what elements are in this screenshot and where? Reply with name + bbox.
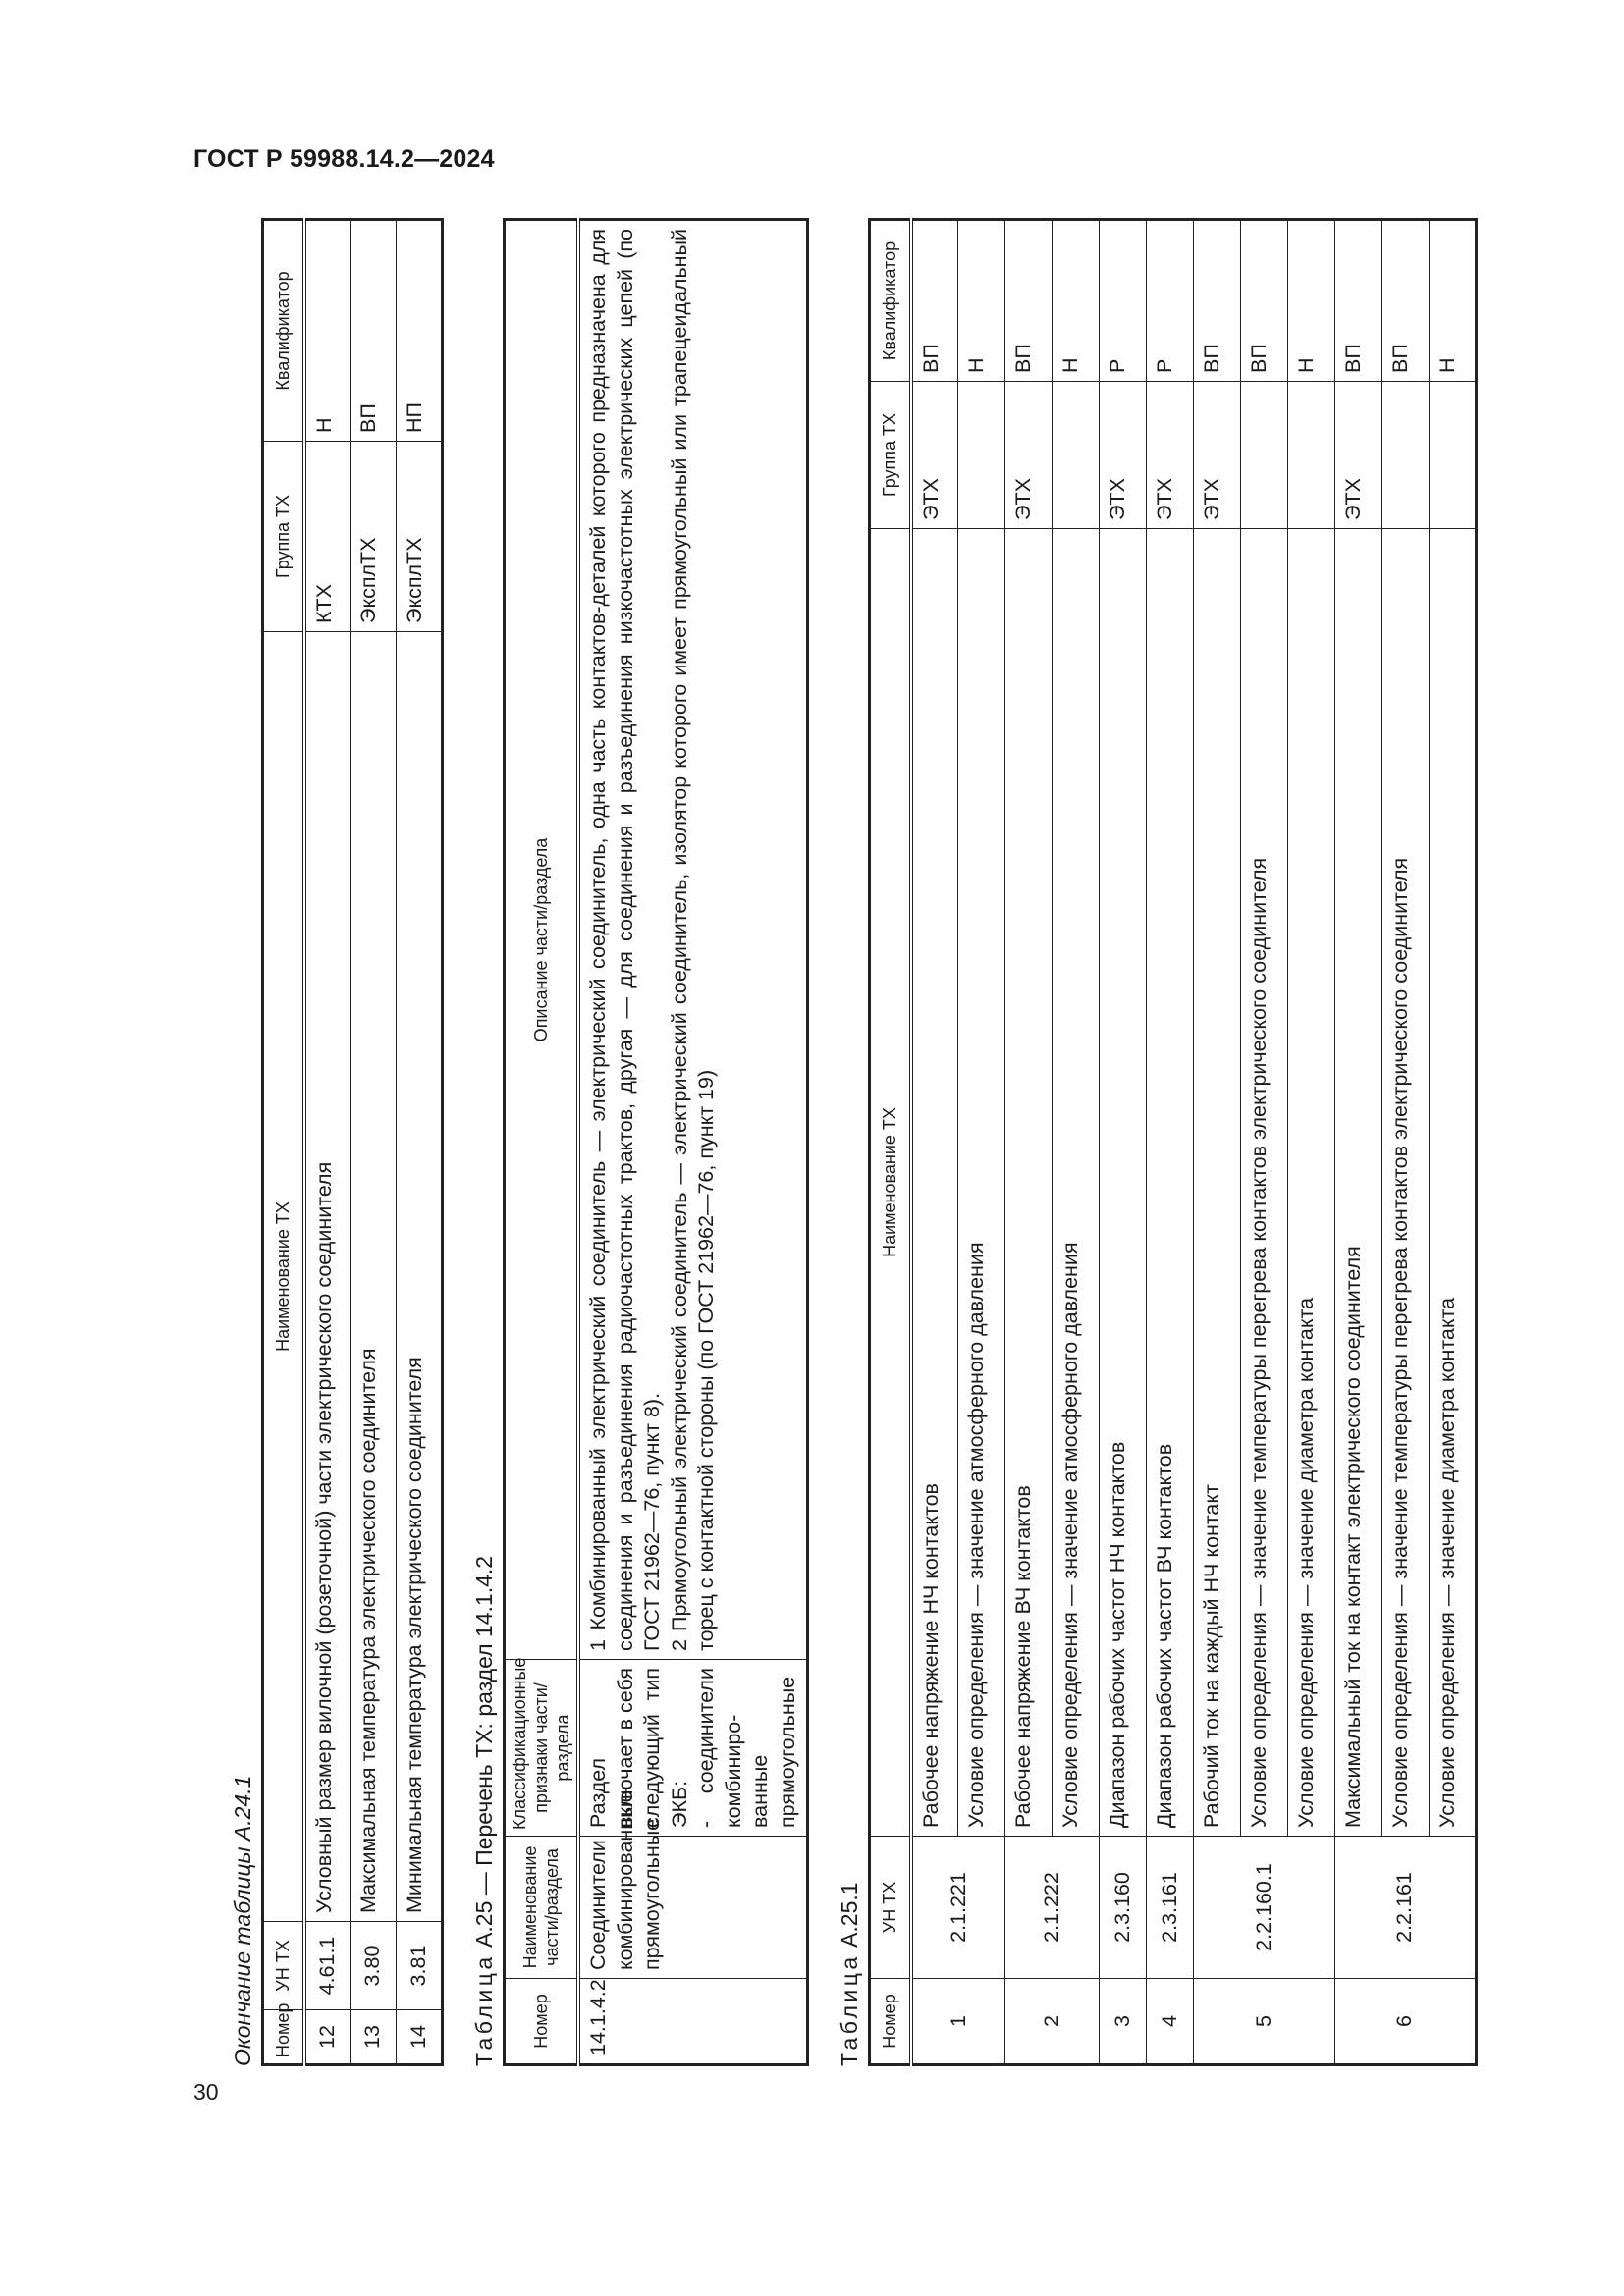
cell-group bbox=[1288, 382, 1335, 529]
table-row bbox=[1194, 220, 1241, 2065]
cell-part-name: Соединители комбинированные прямоугольные bbox=[578, 1837, 808, 1979]
cell-qualifier: ВП bbox=[1005, 220, 1053, 382]
classification-line-1: Раздел включает в себя следующий тип ЭКБ: bbox=[586, 1668, 691, 1828]
cell-un: 2.2.161 bbox=[1335, 1837, 1477, 1979]
cell-qualifier: Н bbox=[958, 220, 1005, 382]
col-group: Группа ТХ bbox=[870, 382, 911, 529]
table-row bbox=[1430, 220, 1477, 2065]
cell-qualifier: ВП bbox=[911, 220, 958, 382]
cell-classification bbox=[578, 1660, 808, 1837]
cell-group: ЭТХ bbox=[1005, 382, 1053, 529]
cell-un: 2.2.160.1 bbox=[1194, 1837, 1335, 1979]
col-un: УН ТХ bbox=[263, 1922, 304, 2010]
cell-qualifier: ВП bbox=[1241, 220, 1288, 382]
cell-name: Максимальный ток на контакт электрического соединителя bbox=[1335, 529, 1382, 1837]
description-item-1: 1 Комбинированный электрический соединитель — электрический соединитель, одна часть контактов-деталей которого предназначена для соединения и разъединения радиочастотных трактов, другая — для соединения и разъединения низкочастотных электрических цепей (по ГОСТ 21962—76, пункт 8). bbox=[586, 229, 664, 1651]
cell-group: ЭТХ bbox=[1335, 382, 1382, 529]
cell-name: Условный размер вилочной (розеточной) части электрического соединителя bbox=[304, 632, 351, 1922]
cell-group: КТХ bbox=[304, 442, 351, 632]
cell-group bbox=[1430, 382, 1477, 529]
table-row bbox=[578, 220, 808, 2065]
cell-qualifier: Р bbox=[1100, 220, 1147, 382]
cell-group: ЭксплТХ bbox=[397, 442, 443, 632]
cell-number: 3 bbox=[1100, 1979, 1147, 2065]
table-row bbox=[1288, 220, 1335, 2065]
table-a24 bbox=[261, 218, 444, 2066]
page-number: 30 bbox=[193, 2079, 219, 2105]
cell-group bbox=[1241, 382, 1288, 529]
cell-group: ЭксплТХ bbox=[351, 442, 397, 632]
cell-un: 2.3.160 bbox=[1100, 1837, 1147, 1979]
cell-name: Максимальная температура электрического соединителя bbox=[351, 632, 397, 1922]
cell-number: 14 bbox=[397, 2010, 443, 2065]
cell-number: 13 bbox=[351, 2010, 397, 2065]
table-row bbox=[304, 220, 351, 2065]
cell-un: 2.3.161 bbox=[1147, 1837, 1194, 1979]
cell-name: Условие определения — значение атмосферного давления bbox=[1053, 529, 1100, 1837]
table-a25-caption bbox=[469, 221, 503, 2066]
table-row bbox=[911, 220, 958, 2065]
cell-number: 5 bbox=[1194, 1979, 1335, 2065]
description-item-2: 2 Прямоугольный электрический соединитель — электрический соединитель, изолятор которого имеет прямоугольный или трапецеидальный торец с контактной стороны (по ГОСТ 21962—76, пункт 19) bbox=[667, 229, 718, 1651]
cell-name: Минимальная температура электрического соединителя bbox=[397, 632, 443, 1922]
cell-qualifier: Н bbox=[1053, 220, 1100, 382]
table-row bbox=[958, 220, 1005, 2065]
cell-un: 2.1.222 bbox=[1005, 1837, 1100, 1979]
col-un: УН ТХ bbox=[870, 1837, 911, 1979]
table-row bbox=[1382, 220, 1430, 2065]
col-qualifier: Квалификатор bbox=[263, 220, 304, 442]
cell-qualifier: ВП bbox=[1335, 220, 1382, 382]
table-a251-caption-title: А.25.1 bbox=[837, 1882, 862, 1948]
cell-name: Условие определения — значение температуры перегрева контактов электрического соединителя bbox=[1241, 529, 1288, 1837]
cell-group: ЭТХ bbox=[1194, 382, 1241, 529]
table-row bbox=[1053, 220, 1100, 2065]
cell-qualifier: Н bbox=[1430, 220, 1477, 382]
table-row bbox=[397, 220, 443, 2065]
table-a251 bbox=[868, 218, 1478, 2066]
col-part-name: Наименование части/раздела bbox=[505, 1837, 579, 1979]
cell-name: Условие определения — значение диаметра контакта bbox=[1430, 529, 1477, 1837]
table-a251-caption bbox=[835, 221, 868, 2066]
col-number: Номер bbox=[870, 1979, 911, 2065]
table-a24-caption: Окончание таблицы А.24.1 bbox=[230, 1775, 255, 2066]
cell-name: Диапазон рабочих частот ВЧ контактов bbox=[1147, 529, 1194, 1837]
table-row bbox=[1005, 220, 1053, 2065]
col-number: Номер bbox=[505, 1979, 579, 2065]
document-code: ГОСТ Р 59988.14.2—2024 bbox=[193, 145, 495, 173]
table-row bbox=[1147, 220, 1194, 2065]
table-row bbox=[1241, 220, 1288, 2065]
col-group: Группа ТХ bbox=[263, 442, 304, 632]
cell-name: Диапазон рабочих частот НЧ контактов bbox=[1100, 529, 1147, 1837]
cell-group bbox=[1382, 382, 1430, 529]
cell-qualifier: ВП bbox=[1382, 220, 1430, 382]
table-a25 bbox=[503, 218, 809, 2066]
rotated-page-content bbox=[228, 221, 1524, 2066]
cell-un: 2.1.221 bbox=[911, 1837, 1005, 1979]
cell-group: ЭТХ bbox=[1100, 382, 1147, 529]
cell-un: 4.61.1 bbox=[304, 1922, 351, 2010]
cell-name: Условие определения — значение диаметра контакта bbox=[1288, 529, 1335, 1837]
cell-qualifier: Р bbox=[1147, 220, 1194, 382]
cell-name: Условие определения — значение атмосферного давления bbox=[958, 529, 1005, 1837]
cell-number: 12 bbox=[304, 2010, 351, 2065]
table-a25-caption-title: А.25 — Перечень ТХ: раздел 14.1.4.2 bbox=[471, 1555, 497, 1948]
cell-description bbox=[578, 220, 808, 1660]
cell-un: 3.80 bbox=[351, 1922, 397, 2010]
cell-name: Рабочее напряжение ВЧ контактов bbox=[1005, 529, 1053, 1837]
col-name: Наименование ТХ bbox=[263, 632, 304, 1922]
cell-qualifier: ВП bbox=[351, 220, 397, 442]
col-name: Наименование ТХ bbox=[870, 529, 911, 1837]
cell-number: 1 bbox=[911, 1979, 1005, 2065]
cell-group: ЭТХ bbox=[911, 382, 958, 529]
cell-name: Рабочее напряжение НЧ контактов bbox=[911, 529, 958, 1837]
table-a25-caption-prefix: Таблица bbox=[471, 1953, 497, 2066]
table-row bbox=[1335, 220, 1382, 2065]
cell-qualifier: ВП bbox=[1194, 220, 1241, 382]
cell-un: 3.81 bbox=[397, 1922, 443, 2010]
col-number: Номер bbox=[263, 2010, 304, 2065]
table-a251-caption-prefix: Таблица bbox=[837, 1953, 862, 2066]
col-qualifier: Квалификатор bbox=[870, 220, 911, 382]
cell-name: Условие определения — значение температуры перегрева контактов электрического соединителя bbox=[1382, 529, 1430, 1837]
cell-group bbox=[958, 382, 1005, 529]
cell-qualifier: НП bbox=[397, 220, 443, 442]
cell-qualifier: Н bbox=[1288, 220, 1335, 382]
cell-qualifier: Н bbox=[304, 220, 351, 442]
cell-number: 6 bbox=[1335, 1979, 1477, 2065]
col-classification: Классификационные признаки части/раздела bbox=[505, 1660, 579, 1837]
table-row bbox=[351, 220, 397, 2065]
col-description: Описание части/раздела bbox=[505, 220, 579, 1660]
cell-number: 4 bbox=[1147, 1979, 1194, 2065]
cell-group bbox=[1053, 382, 1100, 529]
cell-number: 14.1.4.2 bbox=[578, 1979, 808, 2065]
cell-number: 2 bbox=[1005, 1979, 1100, 2065]
table-row bbox=[1100, 220, 1147, 2065]
cell-group: ЭТХ bbox=[1147, 382, 1194, 529]
cell-name: Рабочий ток на каждый НЧ контакт bbox=[1194, 529, 1241, 1837]
classification-line-2: - соединители комбинированные прямоугольные bbox=[694, 1668, 799, 1828]
